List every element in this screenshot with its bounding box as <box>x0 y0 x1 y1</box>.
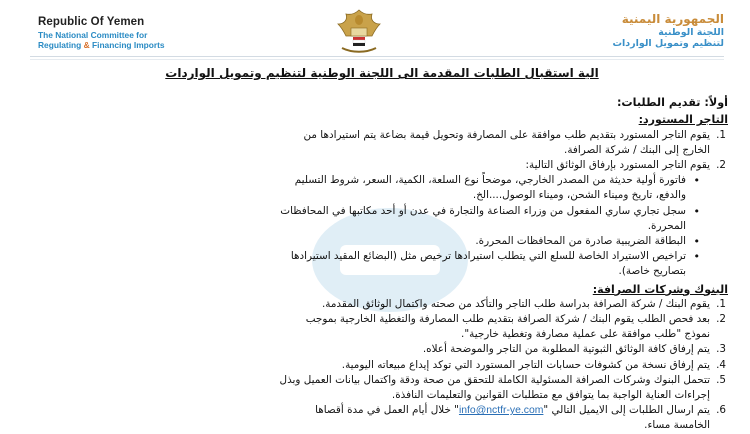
banks-item-3 <box>36 342 728 357</box>
arabic-committee-line2: لتنظيم وتمويل الواردات <box>612 38 724 49</box>
banks-item-number: 6. <box>716 404 726 417</box>
importer-item-1 <box>36 128 728 158</box>
email-suffix-text: " خلال أيام العمل في مدة أقصاها <box>315 404 459 417</box>
importer-item-2 <box>36 158 728 173</box>
list-item <box>36 249 686 279</box>
importer-item-text: الخارج إلى البنك / شركة الصرافة. <box>564 143 710 156</box>
banks-item-text: يتم إرفاق كافة الوثائق الثبوتية المطلوبة من التاجر والموضحة أعلاه. <box>422 343 710 356</box>
email-link[interactable]: info@nctfr-ye.com <box>458 405 544 417</box>
republic-name: Republic Of Yemen <box>38 16 145 28</box>
banks-item-text: تتحمل البنوك وشركات الصرافة المسئولية الكاملة للتحقق من صحة ودقة واكتمال بيانات العميل وبذل <box>279 373 710 386</box>
banks-item-5 <box>36 373 728 403</box>
committee-name-part2: Financing Imports <box>92 40 165 50</box>
banks-item-6 <box>36 403 728 433</box>
committee-name-line2 <box>38 40 228 50</box>
letterhead-arabic <box>554 12 724 49</box>
committee-name-line1: The National Committee for <box>38 30 148 40</box>
committee-name-amp: & <box>83 40 90 50</box>
banks-item-4 <box>36 358 728 373</box>
banks-item-text: بعد فحص الطلب يقوم البنك / شركة الصرافة بتقديم طلب المصارفة والتغطية الخارجية بموجب <box>305 313 710 326</box>
list-item-text: • فاتورة أولية حديثة من المصدر الخارجي، موضحاً نوع السلعة، الكمية، السعر، شروط التسليم <box>294 174 686 187</box>
importer-item-number: 2. <box>716 159 726 172</box>
list-item <box>36 234 686 249</box>
document-body <box>36 64 728 434</box>
list-item-text: المحررة. <box>647 219 686 232</box>
arabic-republic-name: الجمهورية اليمنية <box>621 12 724 26</box>
list-item-text: • البطاقة الضريبية صادرة من المحافظات المحررة. <box>475 235 686 248</box>
arabic-committee-line1: اللجنة الوطنية <box>658 27 724 38</box>
list-item <box>36 204 686 234</box>
banks-item-number: 4. <box>716 358 726 371</box>
banks-item-text <box>36 403 710 418</box>
importer-heading: التاجر المستورد: <box>638 113 728 127</box>
banks-item-text: يقوم البنك / شركة الصرافة بدراسة طلب التاجر والتأكد من صحته واكتمال الوثائق المقدمة. <box>321 297 710 310</box>
section1-heading: أولاً: تقديم الطلبات: <box>616 96 728 110</box>
list-item-text: • تراخيص الاستيراد الخاصة للسلع التي يتطلب استيرادها ترخيص مثل (البضائع المقيد استيرادها <box>290 250 686 263</box>
banks-item-2 <box>36 312 728 342</box>
banks-item-text: نموذج "طلب موافقة على عملية مصارفة وتغطية خارجية". <box>461 328 710 341</box>
list-item-text: • سجل تجاري ساري المفعول من وزراء الصناعة والتجارة في عدن أو أحد مكاتبها في المحافظات <box>280 204 686 217</box>
banks-item-text: يتم إرفاق نسخة من كشوفات حسابات التاجر المستورد التي توكد إيداع مبيعاته اليومية. <box>341 358 710 371</box>
importer-documents-list <box>36 173 728 279</box>
letterhead-english <box>38 16 228 50</box>
importer-item-text: يقوم التاجر المستورد بتقديم طلب موافقة على المصارفة وتحويل قيمة بضاعة يتم استيرادها من <box>303 128 710 141</box>
banks-item-text: إجراءات العناية الواجبة بما يتوافق مع متطلبات القوانين والتعليمات النافذة. <box>391 389 710 402</box>
importer-item-text: يقوم التاجر المستورد بإرفاق الوثائق التالية: <box>525 159 710 172</box>
yemen-eagle-emblem-icon <box>334 6 384 56</box>
list-item-text: بتصاريح خاصة). <box>618 265 686 278</box>
banks-heading: البنوك وشركات الصرافة: <box>592 282 728 296</box>
banks-item-number: 1. <box>716 297 726 310</box>
importer-item-number: 1. <box>716 128 726 141</box>
email-prefix-text: يتم ارسال الطلبات إلى الايميل التالي " <box>543 404 710 417</box>
banks-item-text: الخامسة مساء. <box>644 419 710 432</box>
banks-item-1 <box>36 297 728 312</box>
header-divider-secondary <box>30 59 724 60</box>
document-title: الية استقبال الطلبات المقدمة الى اللجنة الوطنية لتنظيم وتمويل الواردات <box>165 66 599 80</box>
list-item <box>36 173 686 203</box>
banks-item-number: 3. <box>716 343 726 356</box>
list-item-text: والدفع، تاريخ وميناء الشحن، وميناء الوصول....الخ. <box>472 189 686 202</box>
banks-item-number: 5. <box>716 373 726 386</box>
header-divider <box>30 56 724 57</box>
committee-name-part1: Regulating <box>38 40 82 50</box>
banks-item-number: 2. <box>716 313 726 326</box>
